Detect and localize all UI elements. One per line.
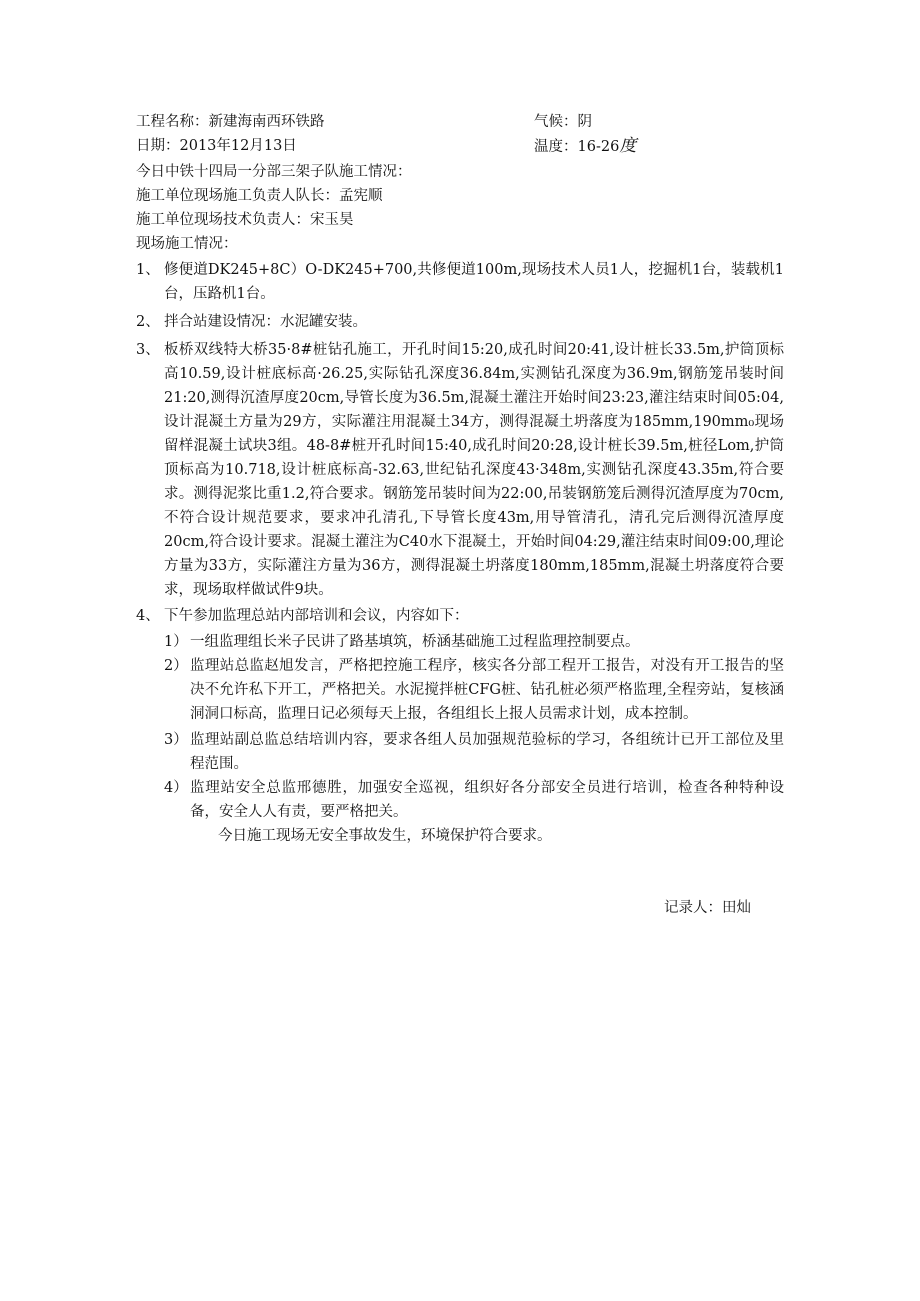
item-number: 2、 xyxy=(136,314,160,330)
site-leader: 施工单位现场施工负责人队长：孟宪顺 xyxy=(136,188,383,204)
list-item: 板桥双线特大桥35·8#桩钻孔施工，开孔时间15:20,成孔时间20:41,设计桩长33.5m,护筒顶标高10.59,设计桩底标高·26.25,实际钻孔深度36.84m,实测钻孔深度为36.9m,钢筋笼吊装时间21:20,测得沉渣厚度20cm,导管长度为36.5m,混凝土灌注开始时间23:23,灌注结束时间05:04,设计混凝土方量为29方，实际灌注用混凝土34方，测得混凝土坍落度为185mm,190mm₀现场留样混凝土试块3组。48-8#桩开孔时间15:40,成孔时间20:28,设计桩长39.5m,桩径Lom,护筒顶标高为10.718,设计桩底标高-32.63,世纪钻孔深度43·348m,实测钻孔深度43.35m,符合要求。测得泥浆比重1.2,符合要求。钢筋笼吊装时间为22:00,吊装钢筋笼后测得沉渣厚度为70cm,不符合设计规范要求，要求冲孔清孔,下导管长度43m,用导管清孔，清孔完后测得沉渣厚度20cm,符合设计要求。混凝土灌注为C40水下混凝土，开始时间04:29,灌注结束时间09:00,理论方量为33方，实际灌注方量为36方，测得混凝土坍落度180mm,185mm,混凝土坍落度符合要求，现场取样做试件9块。 xyxy=(164,342,784,598)
temperature xyxy=(534,134,636,159)
tech-leader: 施工单位现场技术负责人：宋玉昊 xyxy=(136,212,354,228)
item-number: 3、 xyxy=(136,342,160,358)
subitem-number: 4） xyxy=(164,780,188,796)
subitem-number: 2） xyxy=(164,658,188,674)
subitem: 监理站副总监总结培训内容，要求各组人员加强规范验标的学习，各组统计已开工部位及里程范围。 xyxy=(190,732,784,772)
subitem-number: 1） xyxy=(164,634,188,650)
closing-statement: 今日施工现场无安全事故发生，环境保护符合要求。 xyxy=(218,828,552,844)
list-item: 修便道DK245+8C）O-DK245+700,共修便道100m,现场技术人员1人，挖掘机1台，装载机1台，压路机1台。 xyxy=(164,262,784,302)
log-date: 日期：2013年12月13日 xyxy=(136,138,297,154)
recorder-signature: 记录人：田灿 xyxy=(664,900,751,916)
subitem: 监理站安全总监邢德胜，加强安全巡视，组织好各分部安全员进行培训，检查各种特种设备，安全人人有责，要严格把关。 xyxy=(190,780,784,820)
site-status-title: 现场施工情况： xyxy=(136,236,238,252)
item-number: 4、 xyxy=(136,608,160,624)
subitem-number: 3） xyxy=(164,732,188,748)
temperature-value: 温度：16-26 xyxy=(534,139,620,155)
list-item: 下午参加监理总站内部培训和会议，内容如下： xyxy=(164,608,469,624)
list-item: 拌合站建设情况：水泥罐安装。 xyxy=(164,314,367,330)
project-name: 工程名称：新建海南西环铁路 xyxy=(136,114,325,130)
subitem: 一组监理组长米子民讲了路基填筑，桥涵基础施工过程监理控制要点。 xyxy=(190,634,640,650)
item-number: 1、 xyxy=(136,262,160,278)
temperature-unit: 度 xyxy=(619,136,637,156)
weather: 气候：阴 xyxy=(534,114,592,130)
subitem: 监理站总监赵旭发言，严格把控施工程序，核实各分部工程开工报告，对没有开工报告的坚决不允许私下开工，严格把关。水泥搅拌桩CFG桩、钻孔桩必须严格监理,全程旁站，复核涵洞洞口标高，监理日记必须每天上报，各组组长上报人员需求计划，成本控制。 xyxy=(190,658,784,722)
summary-intro: 今日中铁十四局一分部三架子队施工情况： xyxy=(136,164,412,180)
